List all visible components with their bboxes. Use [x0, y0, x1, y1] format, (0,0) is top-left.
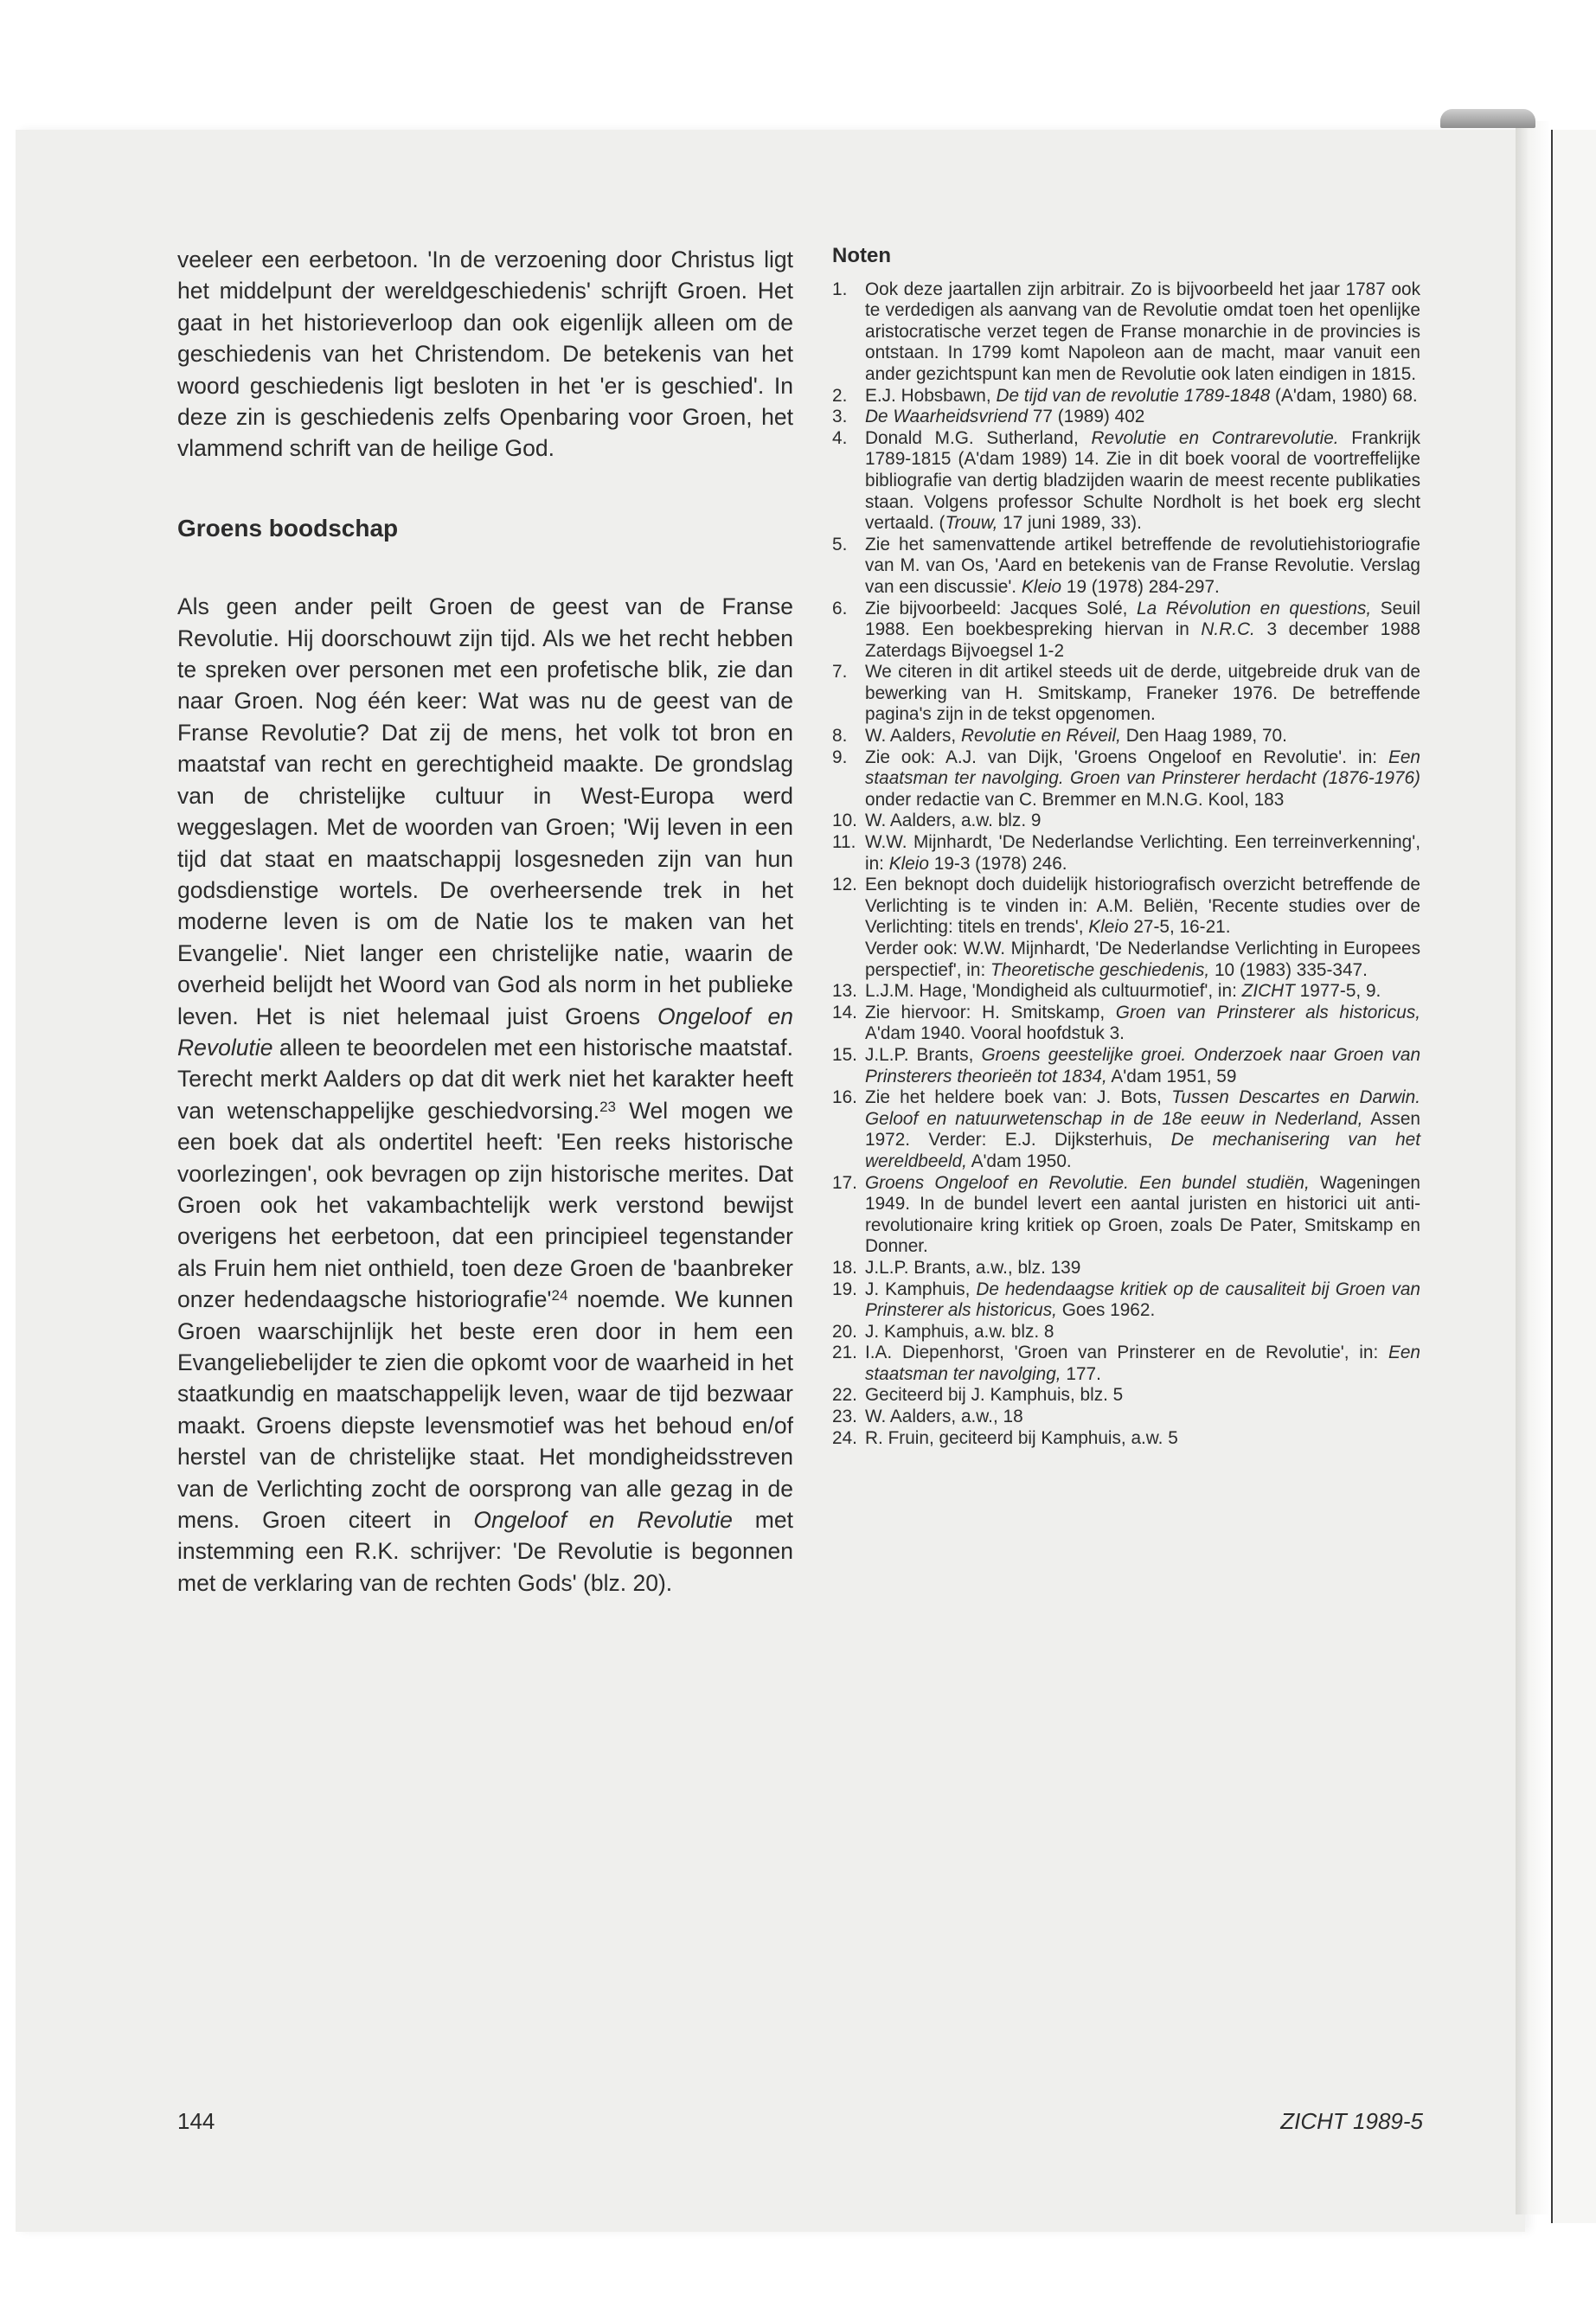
note-item: 19. J. Kamphuis, De hedendaagse kritiek op de causaliteit bij Groen van Prinsterer als historicus, Goes 1962.: [832, 1279, 1421, 1321]
section-heading: Groens boodschap: [177, 514, 399, 542]
page-fold-shadow: [1516, 121, 1550, 2214]
note-item: 22. Geciteerd bij J. Kamphuis, blz. 5: [832, 1385, 1124, 1406]
footnote-ref: 24: [551, 1287, 568, 1304]
binding-clip: [1440, 109, 1535, 128]
note-item: 20. J. Kamphuis, a.w. blz. 8: [832, 1321, 1054, 1342]
note-item: 14. Zie hiervoor: H. Smitskamp, Groen van Prinsterer als historicus, A'dam 1940. Vooral hoofdstuk 3.: [832, 1002, 1420, 1044]
left-column: [177, 244, 793, 1599]
book-title: Ongeloof en Revolutie: [177, 1003, 793, 1061]
note-item: 3. De Waarheidsvriend 77 (1989) 402: [832, 407, 1145, 427]
note-item: 8. W. Aalders, Revolutie en Réveil, Den Haag 1989, 70.: [832, 726, 1287, 747]
note-item: 2. E.J. Hobsbawn, De tijd van de revolutie 1789-1848 (A'dam, 1980) 68.: [832, 385, 1418, 406]
note-item: 16. Zie het heldere boek van: J. Bots, Tussen Descartes en Darwin. Geloof en natuurwetenschap in de 18e eeuw in Nederland, Assen 1972. Verder: E.J. Dijksterhuis, De mechanisering van het wereldbeeld, A'dam 1950.: [832, 1087, 1420, 1171]
notes-column: [832, 246, 1420, 1449]
note-item: 12. Een beknopt doch duidelijk historiografisch overzicht betreffende de Verlichting is te vinden in: A.M. Beliën, 'Recente studies over de Verlichting: titels en trends', Kleio 27-5, 16-21. Verder ook: W.W. Mijnhardt, 'De Nederlandse Verlichting in Europees perspectief', in: Theoretische geschiedenis, 10 (1983) 335-347.: [832, 875, 1420, 980]
note-item: 21. I.A. Diepenhorst, 'Groen van Prinsterer en de Revolutie', in: Een staatsman ter navolging, 177.: [832, 1343, 1420, 1384]
note-item: 5. Zie het samenvattende artikel betreffende de revolutiehistoriografie van M. van Os, 'Aard en betekenis van de Franse Revolutie. Verslag van een discussie'. Kleio 19 (1978) 284-297.: [832, 534, 1420, 597]
note-item: 10. W. Aalders, a.w. blz. 9: [832, 811, 1042, 831]
note-item: 24. R. Fruin, geciteerd bij Kamphuis, a.w. 5: [832, 1427, 1178, 1448]
note-item: 15. J.L.P. Brants, Groens geestelijke groei. Onderzoek naar Groen van Prinsterers theorieën tot 1834, A'dam 1951, 59: [832, 1044, 1421, 1086]
note-item: 13. L.J.M. Hage, 'Mondigheid als cultuurmotief', in: ZICHT 1977-5, 9.: [832, 981, 1381, 1002]
notes-heading: Noten: [832, 244, 891, 267]
note-item: 4. Donald M.G. Sutherland, Revolutie en Contrarevolutie. Frankrijk 1789-1815 (A'dam 1989) 14. Zie in dit boek vooral de voortreffelijke bibliografie van dertig bladzijden waarin de meest recente publikaties staan. Volgens professor Schulte Nordholt is het boek erg slecht vertaald. (Trouw, 17 juni 1989, 33).: [832, 427, 1421, 534]
page-number: 144: [177, 2108, 215, 2134]
note-item: 18. J.L.P. Brants, a.w., blz. 139: [832, 1257, 1081, 1278]
book-title: Ongeloof en Revolutie: [473, 1507, 733, 1534]
note-item: 9. Zie ook: A.J. van Dijk, 'Groens Ongeloof en Revolutie'. in: Een staatsman ter navolging. Groen van Prinsterer herdacht (1876-1976) onder redactie van C. Bremmer en M.N.G. Kool, 183: [832, 747, 1420, 810]
note-item: 11. W.W. Mijnhardt, 'De Nederlandse Verlichting. Een terreinverkenning', in: Kleio 19-3 (1978) 246.: [832, 832, 1420, 874]
next-page-edge: [1551, 130, 1596, 2223]
footnote-ref: 23: [599, 1098, 617, 1115]
note-item: 1. Ook deze jaartallen zijn arbitrair. Zo is bijvoorbeeld het jaar 1787 ook te verdedigen als aanvang van de Revolutie omdat toen het openlijke aristocratische verzet tegen de Franse monarchie in de provincies is ontstaan. In 1799 komt Napoleon aan de macht, maar vanuit een ander gezichtspunt kan men de Revolutie ook laten eindigen in 1815.: [832, 279, 1420, 384]
note-item: 7. We citeren in dit artikel steeds uit de derde, uitgebreide druk van de bewerking van H. Smitskamp, Franeker 1976. De betreffende pagina's zijn in de tekst opgenomen.: [832, 662, 1420, 725]
paragraph-intro: veeleer een eerbetoon. 'In de verzoening door Christus ligt het middelpunt der wereldgeschiedenis' schrijft Groen. Het gaat in het historieverloop dan ook eigenlijk alleen om de geschiedenis van het Christendom. De betekenis van het woord geschiedenis ligt besloten in het 'er is geschied'. In deze zin is geschiedenis zelfs Openbaring voor Groen, het vlammend schrift van de heilige God.: [177, 247, 793, 462]
paragraph-main: Als geen ander peilt Groen de geest van de Franse Revolutie. Hij doorschouwt zijn tijd. Als we het recht hebben te spreken over personen met een profetische blik, zie dan naar Groen. Nog één keer: Wat was nu de geest van de Franse Revolutie? Dat zij de mens, het volk tot bron en maatstaf van recht en gerechtigheid maakte. De grondslag van de christelijke cultuur in West-Europa werd weggeslagen. Met de woorden van Groen; 'Wij leven in een tijd dat staat en maatschappij losgesneden zijn van hun godsdienstige wortels. De overheersende trek in het moderne leven is om de Natie los te maken van het Evangelie'. Niet langer een christelijke natie, waarin de overheid belijdt het Woord van God als norm in het publieke leven. Het is niet helemaal juist Groens Ongeloof en Revolutie alleen te beoordelen met een historische maatstaf. Terecht merkt Aalders op dat dit werk niet het karakter heeft van wetenschappelijke geschiedvorsing.$^{23}$ Wel mogen we een boek dat als ondertitel heeft: 'Een reeks historische voorlezingen', ook bevragen op zijn historische merites. Dat Groen ook het vakambachtelijk werk verstond bewijst overigens het eerbetoon, dat een principieel tegenstander als Fruin hem niet onthield, toen deze Groen de 'baanbreker onzer hedendaagsche $historiografie'^{24}$ noemde. We kunnen Groen waarschijnlijk het beste eren door in hem een Evangeliebelijder te zien die opkomt voor de waarheid in het staatkundig en maatschappelijk leven, waar de tijd bezwaar maakt. Groens diepste levensmotief was het behoud en/of herstel van de christelijke staat. Het mondigheidsstreven van de Verlichting zocht de oorsprong van alle gezag in de mens. Groen citeert in Ongeloof en Revolutie met instemming een R.K. schrijver: 'De Revolutie is begonnen met de verklaring van de rechten Gods' (blz. 20).: [177, 593, 793, 1596]
note-item: 23. W. Aalders, a.w., 18: [832, 1407, 1023, 1427]
journal-issue: ZICHT 1989-5: [1280, 2108, 1423, 2134]
note-item: 6. Zie bijvoorbeeld: Jacques Solé, La Révolution en questions, Seuil 1988. Een boekbespreking hiervan in N.R.C. 3 december 1988 Zaterdags Bijvoegsel 1-2: [832, 598, 1420, 661]
note-item: 17. Groens Ongeloof en Revolutie. Een bundel studiën, Wageningen 1949. In de bundel levert een aantal juristen en historici uit anti-revolutionaire kring kritiek op Groen, zoals De Pater, Smitskamp en Donner.: [832, 1172, 1420, 1257]
